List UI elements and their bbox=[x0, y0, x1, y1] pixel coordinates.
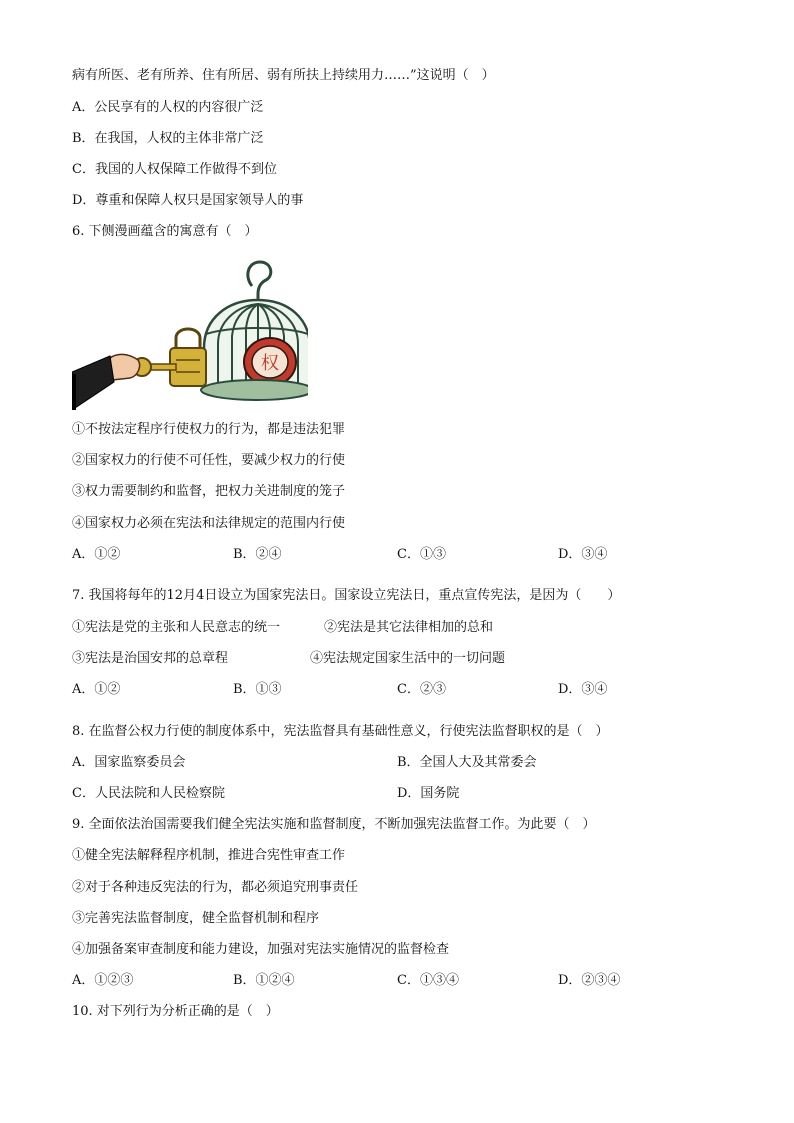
q5-stem-tail: 病有所医、老有所养、住有所居、弱有所扶上持续用力……”这说明（ ） bbox=[72, 68, 495, 83]
q5-option-b: B．在我国，人权的主体非常广泛 bbox=[72, 131, 264, 146]
cartoon-power-in-cage bbox=[72, 256, 308, 410]
q8-option-c: C．人民法院和人民检察院 bbox=[72, 786, 225, 801]
q6-choice-a: A．①② bbox=[72, 547, 121, 562]
q6-choice-d: D．③④ bbox=[558, 547, 608, 562]
q10-stem: 10. 对下列行为分析正确的是（ ） bbox=[72, 1004, 279, 1019]
q7-statement-1: ①宪法是党的主张和人民意志的统一 bbox=[72, 620, 281, 635]
q6-statement-4: ④国家权力必须在宪法和法律规定的范围内行使 bbox=[72, 516, 346, 531]
q5-option-c: C．我国的人权保障工作做得不到位 bbox=[72, 162, 277, 177]
q9-choice-a: A．①②③ bbox=[72, 973, 134, 988]
q9-choice-b: B．①②④ bbox=[233, 973, 295, 988]
q9-choice-d: D．②③④ bbox=[558, 973, 621, 988]
q8-option-d: D．国务院 bbox=[397, 786, 460, 801]
q7-choice-c: C．②③ bbox=[397, 682, 446, 697]
q9-stem: 9. 全面依法治国需要我们健全宪法实施和监督制度，不断加强宪法监督工作。为此要（ ） bbox=[72, 817, 596, 832]
q7-statement-4: ④宪法规定国家生活中的一切问题 bbox=[310, 651, 506, 666]
q5-option-a: A．公民享有的人权的内容很广泛 bbox=[72, 100, 264, 115]
q8-option-a: A．国家监察委员会 bbox=[72, 755, 186, 770]
q5-option-d: D．尊重和保障人权只是国家领导人的事 bbox=[72, 193, 304, 208]
q6-statement-2: ②国家权力的行使不可任性，要减少权力的行使 bbox=[72, 453, 346, 468]
q7-choice-d: D．③④ bbox=[558, 682, 608, 697]
q6-stem: 6. 下侧漫画蕴含的寓意有（ ） bbox=[72, 224, 258, 239]
q9-statement-4: ④加强备案审查制度和能力建设，加强对宪法实施情况的监督检查 bbox=[72, 942, 450, 957]
q6-statement-1: ①不按法定程序行使权力的行为，都是违法犯罪 bbox=[72, 422, 346, 437]
q9-statement-2: ②对于各种违反宪法的行为，都必须追究刑事责任 bbox=[72, 880, 359, 895]
q9-statement-1: ①健全宪法解释程序机制，推进合宪性审查工作 bbox=[72, 848, 346, 863]
q6-choice-c: C．①③ bbox=[397, 547, 446, 562]
q7-statement-3: ③宪法是治国安邦的总章程 bbox=[72, 651, 229, 666]
q8-stem: 8. 在监督公权力行使的制度体系中，宪法监督具有基础性意义，行使宪法监督职权的是（ ） bbox=[72, 724, 609, 739]
q6-choice-b: B．②④ bbox=[233, 547, 282, 562]
q6-statement-3: ③权力需要制约和监督，把权力关进制度的笼子 bbox=[72, 484, 346, 499]
q9-statement-3: ③完善宪法监督制度，健全监督机制和程序 bbox=[72, 911, 320, 926]
q8-option-b: B．全国人大及其常委会 bbox=[397, 755, 537, 770]
q7-statement-2: ②宪法是其它法律相加的总和 bbox=[324, 620, 494, 635]
q7-choice-b: B．①③ bbox=[233, 682, 282, 697]
q7-choice-a: A．①② bbox=[72, 682, 121, 697]
q9-choice-c: C．①③④ bbox=[397, 973, 459, 988]
q7-stem: 7. 我国将每年的12月4日设立为国家宪法日。国家设立宪法日，重点宣传宪法，是因为（ ） bbox=[72, 588, 621, 603]
cage-coin-label: 权 bbox=[261, 353, 279, 374]
